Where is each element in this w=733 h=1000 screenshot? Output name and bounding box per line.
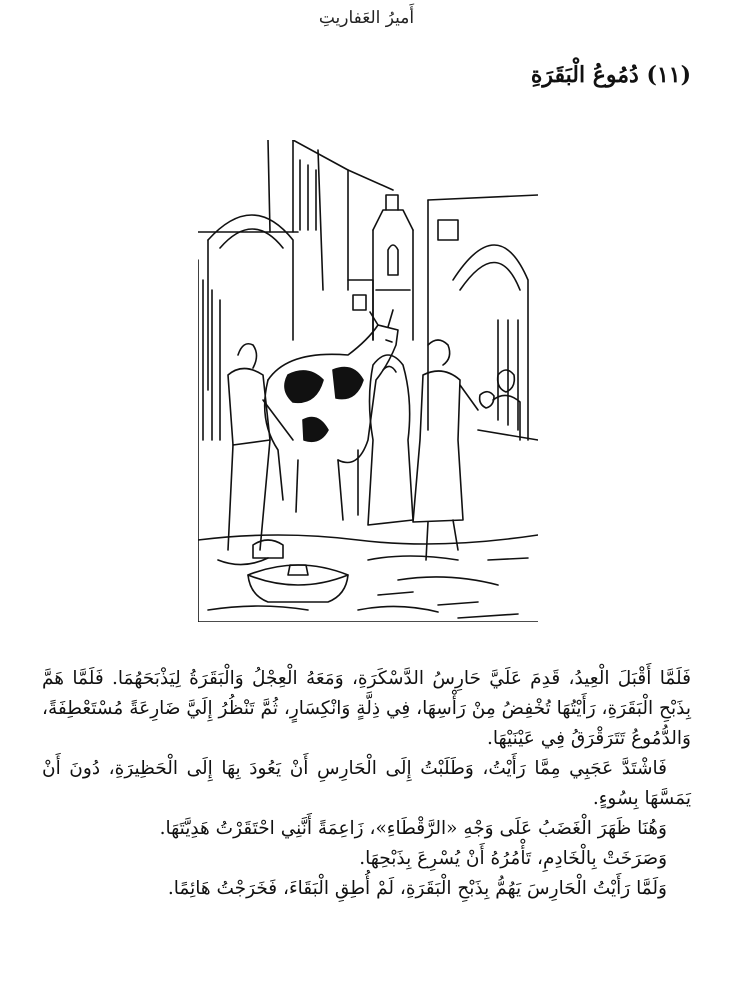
paragraph: فَلَمَّا أَقْبَلَ الْعِيدُ، قَدِمَ عَلَيَّ حَارِسُ الدَّسْكَرَةِ، وَمَعَهُ الْعِجْلُ وَالْبَقَرَةُ لِيَذْبَحَهُمَا. فَلَمَّا هَمَّ بِذَبْحِ الْبَقَرَةِ، رَأَيْتُهَا تُخْفِضُ مِنْ رَأْسِهَا، فِي ذِلَّةٍ وَانْكِسَارٍ، ثُمَّ تَنْظُرُ إِلَيَّ ضَارِعَةً مُسْتَعْطِفَةً، وَالدُّمُوعُ تَتَرَقْرَقُ فِي عَيْنَيْهَا. xyxy=(42,668,691,749)
chapter-title: (١١) دُمُوعُ الْبَقَرَةِ xyxy=(530,62,691,88)
paragraph: فَاشْتَدَّ عَجَبِي مِمَّا رَأَيْتُ، وَطَلَبْتُ إِلَى الْحَارِسِ أَنْ يَعُودَ بِهَا إِلَى الْحَظِيرَةِ، دُونَ أَنْ يَمَسَّهَا بِسُوءٍ. xyxy=(42,758,691,809)
body-text xyxy=(42,664,691,904)
paragraph: وَلَمَّا رَأَيْتُ الْحَارِسَ يَهُمُّ بِذَبْحِ الْبَقَرَةِ، لَمْ أُطِقِ الْبَقَاءَ، فَخَرَجْتُ هَائِمًا. xyxy=(167,878,667,899)
engraving-illustration xyxy=(198,140,538,622)
paragraph: وَصَرَخَتْ بِالْخَادِمِ، تَأْمُرُهُ أَنْ يُسْرِعَ بِذَبْحِهَا. xyxy=(359,848,667,869)
paragraph: وَهُنَا ظَهَرَ الْغَضَبُ عَلَى وَجْهِ «الرَّقْطَاءِ»، زَاعِمَةً أَنَّنِي احْتَقَرْتُ هَدِيَّتَهَا. xyxy=(159,818,667,839)
running-header: أَميرُ العَفاريتِ xyxy=(318,8,415,28)
